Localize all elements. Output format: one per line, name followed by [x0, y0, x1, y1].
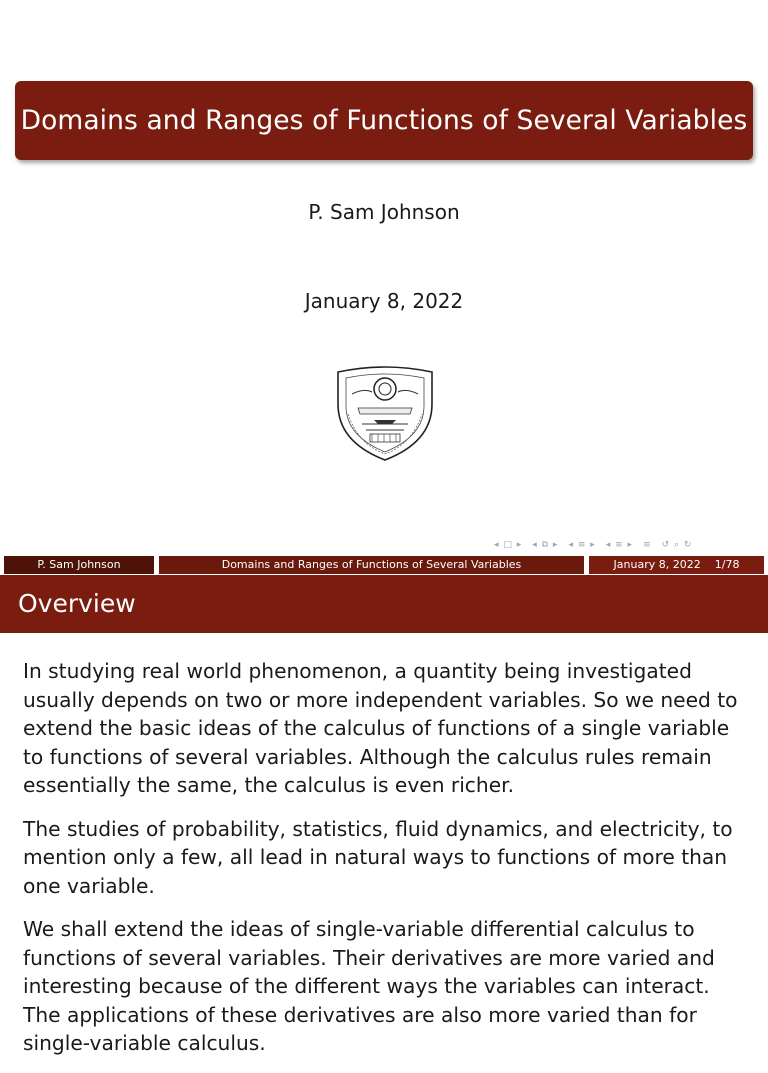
- presentation-date: January 8, 2022: [304, 289, 464, 313]
- title-box: [15, 81, 753, 160]
- nav-section-icon[interactable]: ◂ ≡ ▸: [568, 540, 596, 550]
- beamer-navigation: [494, 538, 764, 552]
- author-name: P. Sam Johnson: [308, 200, 460, 224]
- overview-paragraph: We shall extend the ideas of single-variable differential calculus to functions of several variables. Their derivatives are more varied and interesting because of the different ways the variables can interact. The applications of these derivatives are also more varied than for single-variable calculus.: [23, 917, 715, 1055]
- nav-subsection-icon[interactable]: ◂ ⧉ ▸: [532, 540, 559, 550]
- slide-title: Domains and Ranges of Functions of Several Variables: [20, 105, 748, 136]
- overview-heading: Overview: [0, 575, 768, 633]
- overview-body: [23, 657, 751, 1073]
- overview-paragraph: In studying real world phenomenon, a quantity being investigated usually depends on two or more independent variables. So we need to extend the basic ideas of the calculus of functions of a single variable to functions of several variables. Although the calculus rules remain essentially the same, the calculus is even richer.: [23, 659, 738, 797]
- overview-paragraph: The studies of probability, statistics, fluid dynamics, and electricity, to mention only a few, all lead in natural ways to functions of more than one variable.: [23, 816, 733, 898]
- nav-section-icon-2[interactable]: ◂ ≡ ▸: [605, 540, 634, 550]
- nav-frame-icon[interactable]: ◂ □ ▸: [494, 540, 523, 550]
- footer-date: January 8, 2022: [613, 558, 701, 571]
- slide-footer: [4, 556, 764, 574]
- institute-crest-icon: [334, 364, 436, 462]
- footer-date-page: [589, 556, 764, 574]
- footer-author: P. Sam Johnson: [4, 556, 154, 574]
- nav-doc-icon[interactable]: ≡: [643, 540, 652, 550]
- nav-search-icon[interactable]: ↺ ⌕ ↻: [661, 540, 693, 550]
- footer-title: Domains and Ranges of Functions of Several Variables: [159, 556, 584, 574]
- footer-page-number: 1/78: [714, 558, 740, 571]
